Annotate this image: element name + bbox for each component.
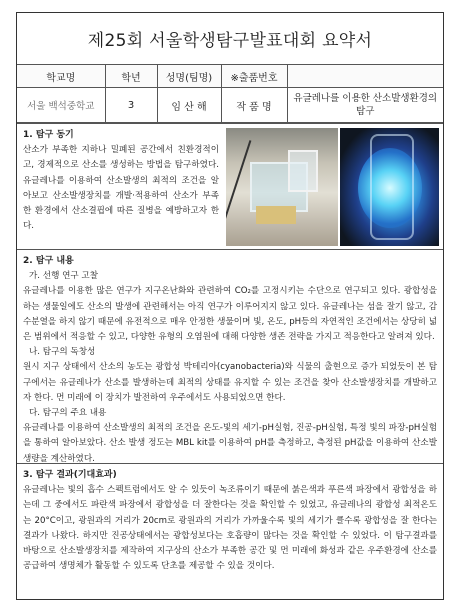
blue-light-euglena-photo: [340, 128, 439, 246]
content-body3: 유글레나를 이용하여 산소발생의 최적의 조건을 온도-빛의 세기-pH실험, 진공-pH실험, 특정 빛의 파장-pH실험을 통하여 알아보았다. 산소 발생 정도는 MBL kit를 이용하여 pH를 측정하고, 측정된 pH값을 이용하여 산소발생량을 계산하였다.: [23, 423, 437, 464]
content-body2: 원시 지구 상태에서 산소의 농도는 광합성 박테리아(cyanobacteria)와 식물의 출현으로 증가 되었듯이 본 탐구에서는 유글레나가 산소를 발생하는데 최적의 상태를 유지할 수 있는 조건을 찾아 산소발생장치를 개발하고자 한다. 먼 미래에 이 장치가 발전하여 우주에서도 사용되었으면 한다.: [23, 362, 437, 403]
experiment-setup-photo: [226, 128, 338, 246]
header-grade: 학년: [105, 65, 157, 88]
title-box: [17, 13, 443, 65]
value-work-title: 유글레나를 이용한 산소발생환경의 탐구: [287, 88, 443, 123]
section-motive: [17, 123, 443, 249]
motive-body: 산소가 부족한 지하나 밀폐된 공간에서 친환경적이고, 경제적으로 산소를 생성하는 방법을 탐구하였다. 유글레나를 이용하여 산소발생의 최적의 조건을 알아보고 산소발생장치를 개발·적용하여 산소가 부족한 환경에서 산소결핍에 따른 질병을 예방하고자 한다.: [23, 145, 219, 232]
content-heading: 2. 탐구 내용: [23, 256, 74, 266]
summary-document: [16, 12, 444, 600]
value-name: 임 산 해: [157, 88, 221, 123]
section-content: [17, 249, 443, 463]
result-heading: 3. 탐구 결과(기대효과): [23, 470, 117, 480]
content-sub2: 나. 탐구의 독창성: [29, 347, 96, 358]
header-name: 성명(팀명): [157, 65, 221, 88]
header-entry-number: ※출품번호: [221, 65, 287, 88]
label-work-title: 작 품 명: [221, 88, 287, 123]
header-school: 학교명: [17, 65, 105, 88]
info-table: [17, 64, 443, 123]
document-title: 제25회 서울학생탐구발표대회 요약서: [87, 31, 373, 51]
content-sub1: 가. 선행 연구 고찰: [29, 271, 99, 282]
info-header-row: [17, 65, 443, 88]
value-school: 서울 백석중학교: [17, 88, 105, 123]
photo-strip: [226, 128, 439, 246]
header-entry-value: [287, 65, 443, 88]
content-sub3: 다. 탐구의 주요 내용: [29, 408, 107, 419]
value-grade: 3: [105, 88, 157, 123]
section-result: [17, 463, 443, 599]
content-area: [17, 123, 443, 599]
motive-heading: 1. 탐구 동기: [23, 130, 74, 140]
info-value-row: [17, 88, 443, 123]
content-body1: 유글레나를 이용한 많은 연구가 지구온난화와 관련하여 CO₂를 고정시키는 수단으로 연구되고 있다. 광합성을 하는 생물일에도 산소의 발생에 관련해서는 아직 연구가 이루어지지 않고 있다. 유글레나는 섬을 잘기 않고, 감수분열을 하지 않기 때문에 유전적으로 매우 안정한 생물이며 빛, 온도, pH등의 자연적인 조건에서는 상당히 넓은 범위에서 적응할 수 있고, 다양한 유형의 오염원에 대해 다양한 생존 전략을 가지고 적응한다고 알려져 있다.: [23, 286, 437, 343]
result-body: 유글레나는 빛의 흡수 스펙트럼에서도 알 수 있듯이 녹조류이기 때문에 붉은색과 푸른색 파장에서 광합성을 하는데 그 중에서도 파란색 파장에서 광합성을 더 잘한다는 것을 확인할 수 있었고, 유글레나의 광합성 최적온도는 20°C이고, 광원과의 거리가 20cm로 광원과의 거리가 가까울수록 빛의 세기가 클수록 광합성을 잘 한다는 결과가 나왔다. 하지만 진공상태에서는 광합성보다는 호흡량이 많다는 것을 확인할 수 있었다. 이 탐구결과를 바탕으로 산소발생장치를 제작하여 지구상의 산소가 부족한 공간 및 먼 미래에 화성과 같은 우주환경에 산소를 공급하여 생명체가 활동할 수 있도록 단초를 제공할 수 있을 것이다.: [23, 485, 437, 572]
